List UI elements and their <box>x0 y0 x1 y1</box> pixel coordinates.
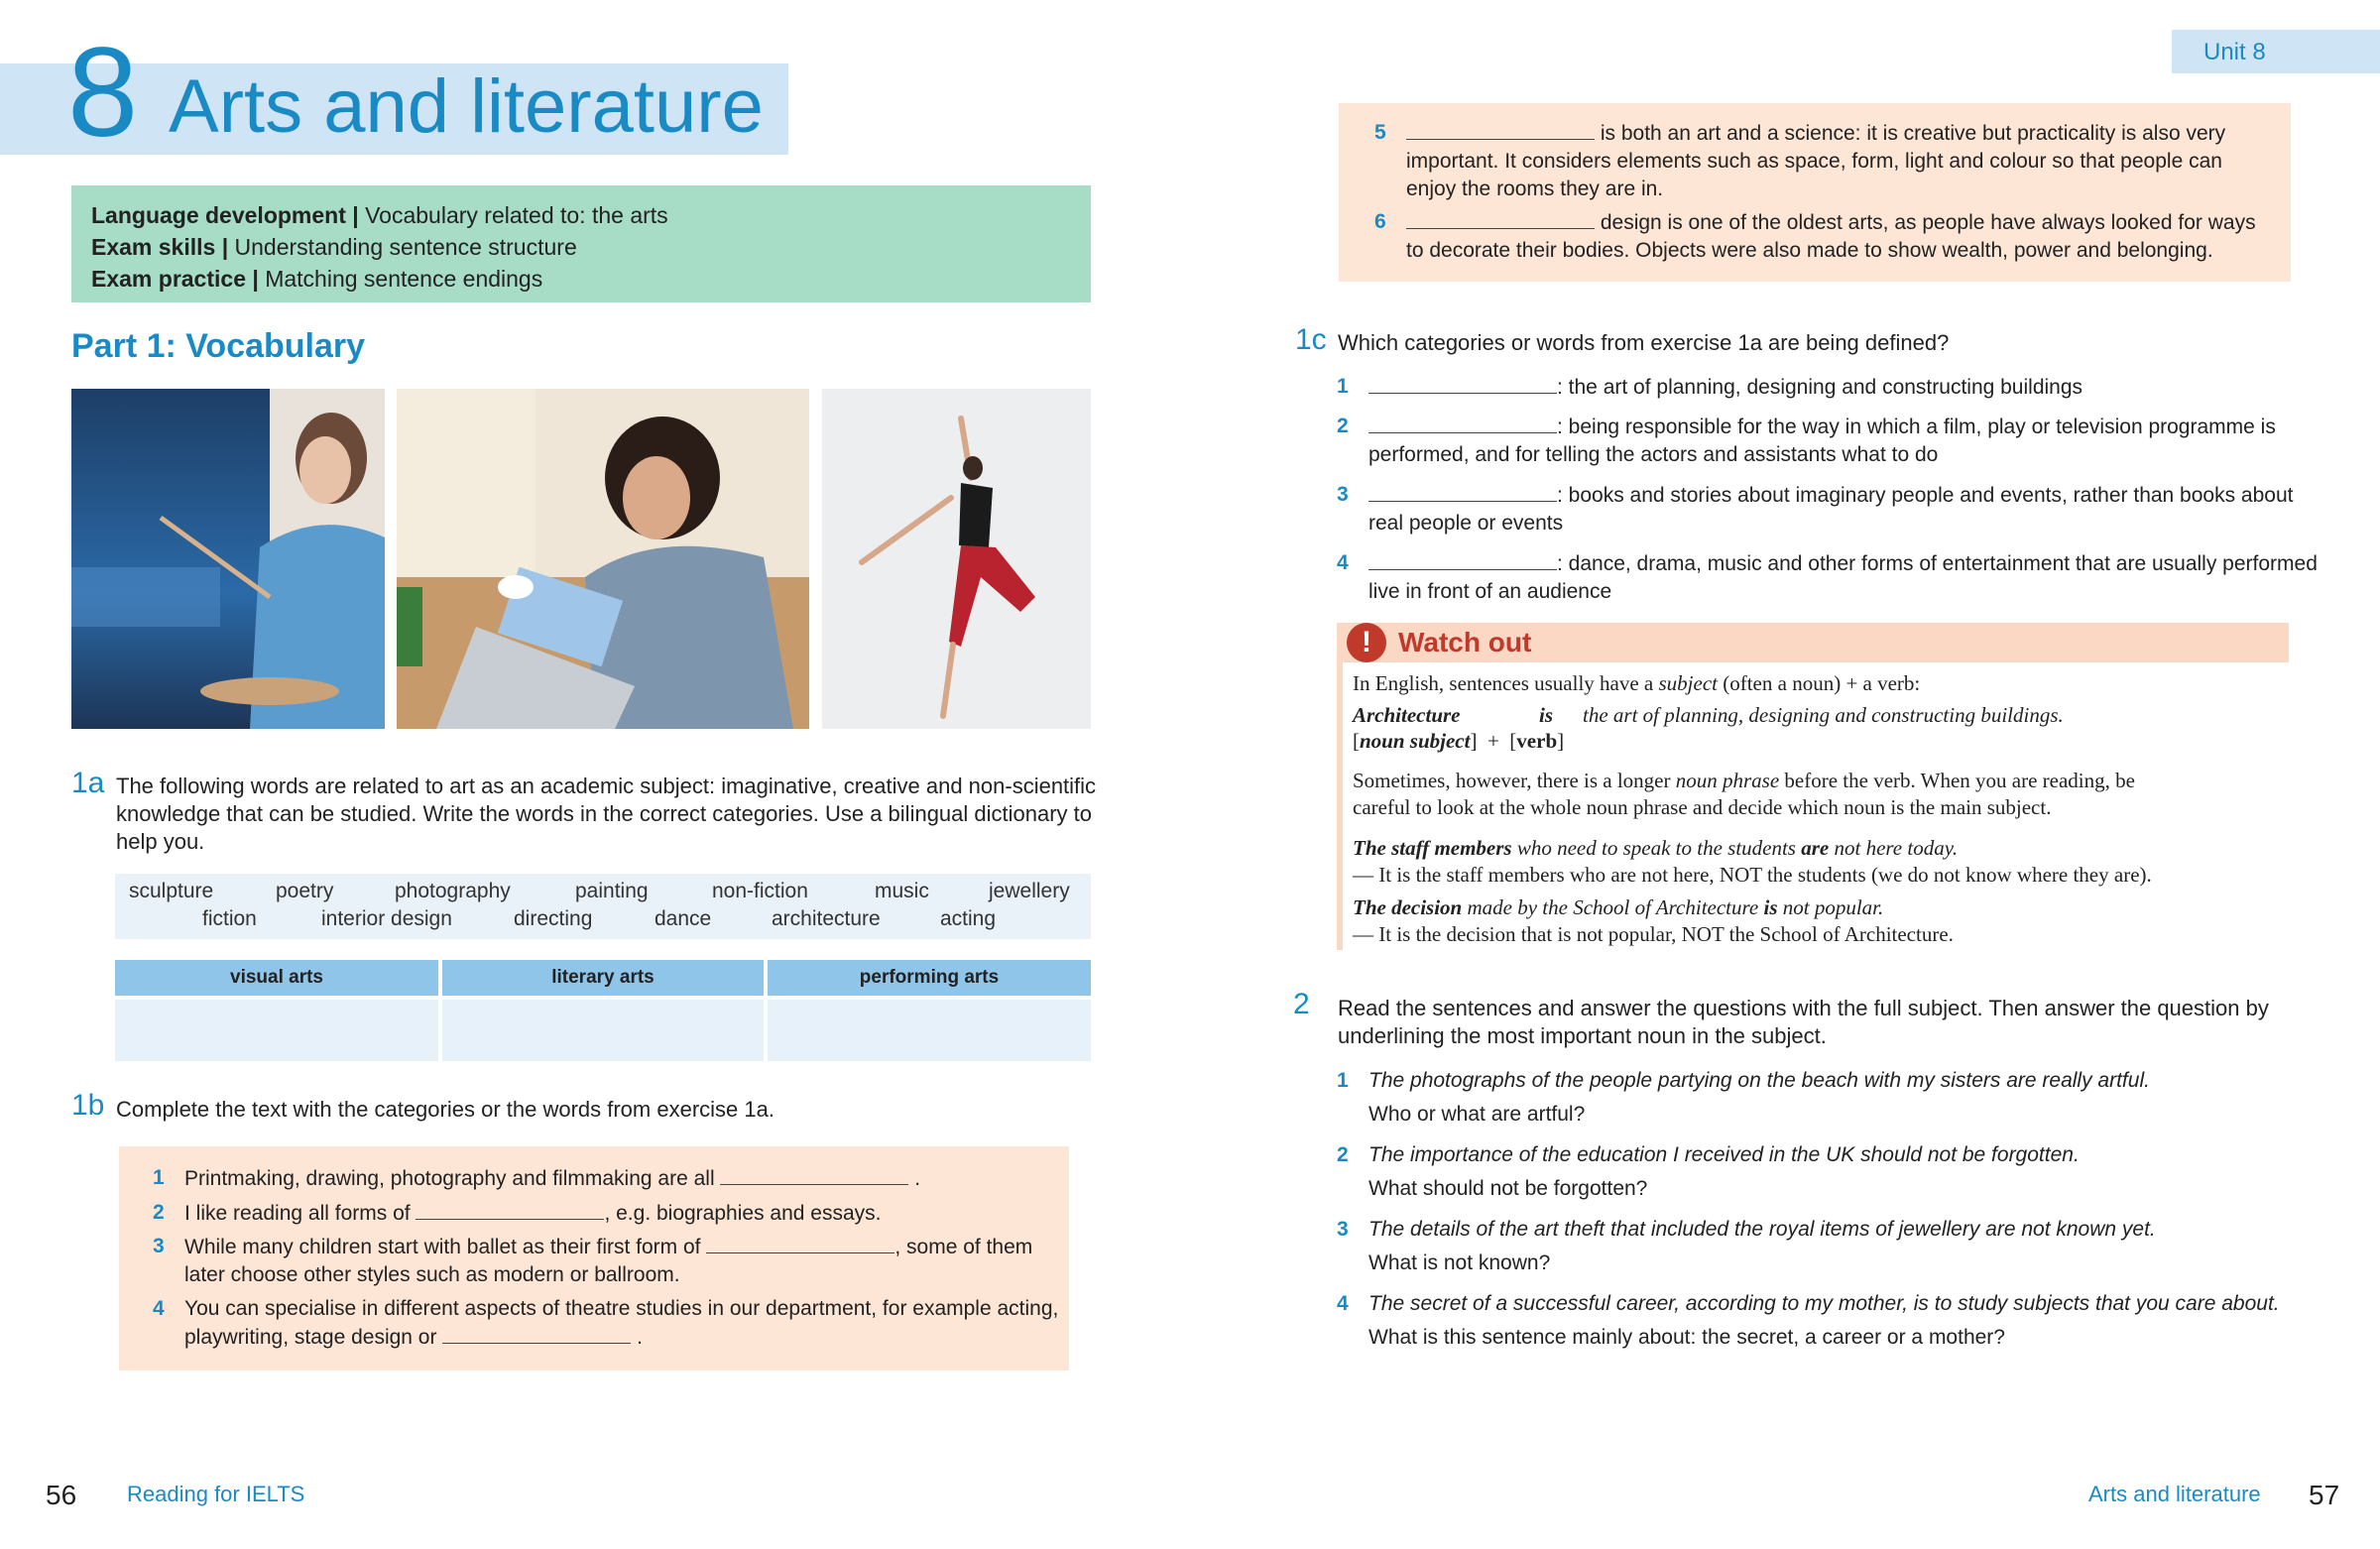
blank-2[interactable] <box>416 1199 604 1220</box>
photo-dancer <box>822 389 1091 729</box>
unit-title: Arts and literature <box>169 64 764 149</box>
answer-cell-visual[interactable] <box>115 1000 438 1061</box>
word-architecture: architecture <box>772 907 881 930</box>
page-number-left: 56 <box>46 1480 77 1510</box>
word-fiction: fiction <box>202 907 257 930</box>
blank-1c-1[interactable] <box>1368 373 1557 394</box>
ex1c-instruction: Which categories or words from exercise 1a are being defined? <box>1338 330 1950 355</box>
word-sculpture: sculpture <box>129 880 214 902</box>
footer-right: Arts and literature <box>2088 1482 2261 1506</box>
ex1a-instruction: The following words are related to art as an academic subject: imaginative, creative and non-scientific knowledge that can be studied. Write the words in the correct categories. Use a bilingual dictionary to help you. <box>116 774 1097 854</box>
ex2-item-1: 1 The photographs of the people partying on the beach with my sisters are really artful. Who or what are artful? <box>1337 1067 2368 1127</box>
page-number-right: 57 <box>2309 1480 2340 1510</box>
photo-painter <box>71 389 385 729</box>
photo-writer <box>397 389 809 729</box>
ex1c-item-2: 2 : being responsible for the way in which a film, play or television programme is performed, and for telling the actors and assistants what to do <box>1337 415 2276 466</box>
lang-line-2: Exam skills | Understanding sentence structure <box>91 234 577 260</box>
blank-1[interactable] <box>720 1164 908 1185</box>
ex2-question-2: What should not be forgotten? <box>1368 1177 1648 1200</box>
watch-example-verb: is <box>1539 703 1554 727</box>
category-performing-arts: performing arts <box>768 960 1091 996</box>
blank-4[interactable] <box>442 1323 631 1344</box>
category-visual-arts: visual arts <box>115 960 438 996</box>
watch-example-rest: the art of planning, designing and constructing buildings. <box>1583 703 2064 727</box>
ex1b-label: 1b <box>71 1089 105 1122</box>
language-box <box>71 185 1091 302</box>
ex1a-label: 1a <box>71 767 105 799</box>
watch-example-2: The staff members who need to speak to the students are not here today. <box>1353 836 1959 860</box>
ex2-item-3: 3 The details of the art theft that included the royal items of jewellery are not known yet. What is not known? <box>1337 1216 2368 1275</box>
ex1b-item-3: 3 While many children start with ballet as their first form of , some of them later choose other styles such as modern or ballroom. <box>153 1235 1033 1286</box>
word-bank <box>115 874 1091 939</box>
blank-6[interactable] <box>1406 208 1595 229</box>
ex1c-item-3: 3 : books and stories about imaginary people and events, rather than books about real people or events <box>1337 483 2294 535</box>
blank-1c-3[interactable] <box>1368 481 1557 502</box>
blank-1c-2[interactable] <box>1368 413 1557 433</box>
watch-example-subject: Architecture <box>1353 703 1461 727</box>
ex1c-item-1: 1 : the art of planning, designing and constructing buildings <box>1337 375 2083 399</box>
ex2-question-4: What is this sentence mainly about: the secret, a career or a mother? <box>1368 1326 2005 1349</box>
ex2-item-2: 2 The importance of the education I received in the UK should not be forgotten. What should not be forgotten? <box>1337 1141 2368 1201</box>
exclamation-icon: ! <box>1347 623 1386 662</box>
blank-1c-4[interactable] <box>1368 549 1557 570</box>
unit-number: 8 <box>67 22 139 164</box>
blank-5[interactable] <box>1406 119 1595 140</box>
part-title: Part 1: Vocabulary <box>71 327 366 365</box>
blank-3[interactable] <box>706 1233 894 1253</box>
answer-cell-performing[interactable] <box>768 1000 1091 1061</box>
watch-out-title: Watch out <box>1398 627 1532 657</box>
ex2-question-3: What is not known? <box>1368 1251 1551 1274</box>
word-non-fiction: non-fiction <box>712 880 808 902</box>
watch-note-3: — It is the decision that is not popular, NOT the School of Architecture. <box>1353 922 1954 946</box>
ex1b-item-1: 1 Printmaking, drawing, photography and filmmaking are all . <box>153 1166 921 1190</box>
watch-intro: In English, sentences usually have a subject (often a noun) + a verb: <box>1353 671 1921 695</box>
word-dance: dance <box>654 907 712 930</box>
lang-line-1: Language development | Vocabulary related to: the arts <box>91 202 668 228</box>
answer-cell-literary[interactable] <box>442 1000 764 1061</box>
watch-out-side-rule <box>1337 623 1343 950</box>
ex2-instruction: Read the sentences and answer the questions with the full subject. Then answer the question by underlining the most important noun in the subject. <box>1338 996 2269 1048</box>
ex2-label: 2 <box>1293 988 1310 1020</box>
word-jewellery: jewellery <box>989 880 1070 902</box>
word-acting: acting <box>940 907 997 930</box>
ex1c-item-4: 4 : dance, drama, music and other forms of entertainment that are usually performed live in front of an audience <box>1337 551 2318 603</box>
word-music: music <box>875 880 929 902</box>
word-directing: directing <box>514 907 593 930</box>
ex2-item-4: 4 The secret of a successful career, according to my mother, is to study subjects that you care about. What is this sentence mainly about: the secret, a career or a mother? <box>1337 1290 2368 1350</box>
footer-left: Reading for IELTS <box>127 1482 305 1506</box>
ex1b-item-6: 6 design is one of the oldest arts, as people have always looked for ways to decorate their bodies. Objects were also made to show wealth, power and belonging. <box>1374 210 2256 262</box>
ex1b-item-2: 2 I like reading all forms of , e.g. biographies and essays. <box>153 1201 882 1225</box>
word-painting: painting <box>575 880 649 902</box>
word-poetry: poetry <box>276 880 334 902</box>
category-literary-arts: literary arts <box>442 960 764 996</box>
word-photography: photography <box>395 880 511 902</box>
unit-tab: Unit 8 <box>2172 30 2380 73</box>
watch-para1: Sometimes, however, there is a longer noun phrase before the verb. When you are reading, be careful to look at the whole noun phrase and decide which noun is the main subject. <box>1353 769 2135 819</box>
word-interior-design: interior design <box>321 907 452 930</box>
lang-line-3: Exam practice | Matching sentence endings <box>91 266 543 292</box>
watch-example-tags: [noun subject] + [verb] <box>1353 729 1565 753</box>
ex1b-item-4: 4 You can specialise in different aspects of theatre studies in our department, for example acting, playwriting, stage design or . <box>153 1297 1059 1349</box>
watch-note-2: — It is the staff members who are not here, NOT the students (we do not know where they are). <box>1353 863 2152 887</box>
watch-example-3: The decision made by the School of Architecture is not popular. <box>1353 895 1884 919</box>
ex1b-instruction: Complete the text with the categories or the words from exercise 1a. <box>116 1097 774 1122</box>
ex1c-label: 1c <box>1295 323 1327 356</box>
ex1b-item-5: 5 is both an art and a science: it is creative but practicality is also very important. It considers elements such as space, form, light and colour so that people can enjoy the rooms they are in. <box>1374 121 2226 200</box>
ex2-question-1: Who or what are artful? <box>1368 1103 1586 1126</box>
